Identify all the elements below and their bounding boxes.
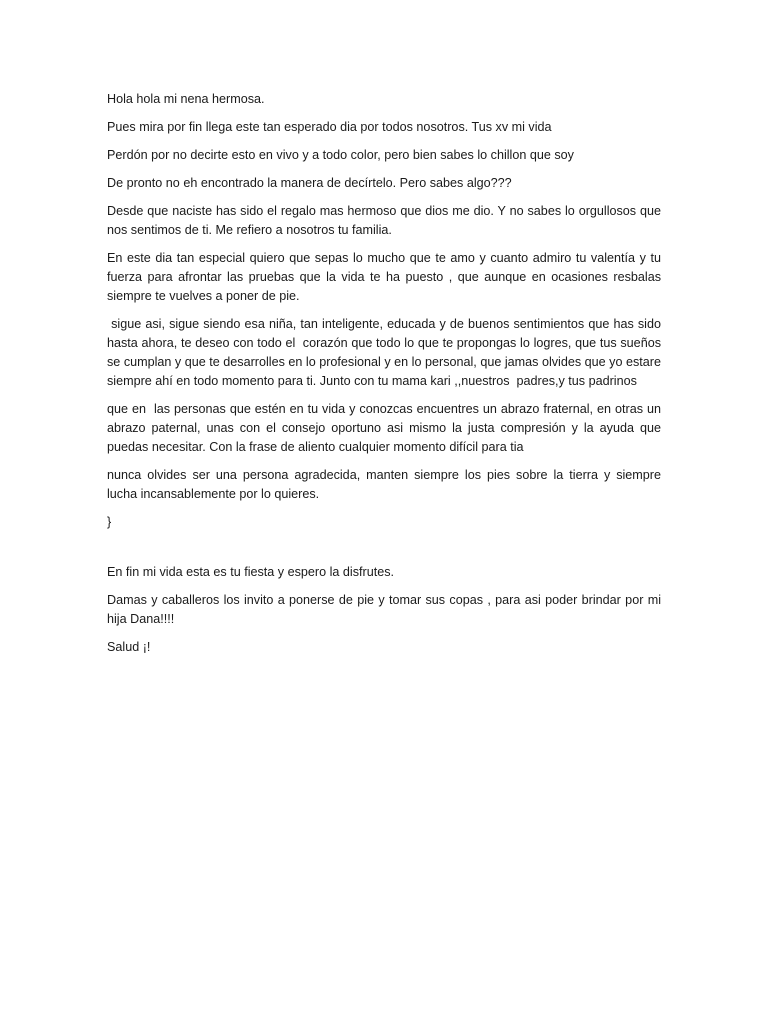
paragraph-brace: } [107, 515, 112, 529]
paragraph-xv: Pues mira por fin llega este tan esperado dia por todos nosotros. Tus xv mi vida [107, 120, 552, 134]
paragraph-brindis: Damas y caballeros los invito a ponerse de pie y tomar sus copas , para asi poder brindar por mi hija Dana!!!! [107, 593, 665, 626]
paragraph-perdon: Perdón por no decirte esto en vivo y a todo color, pero bien sabes lo chillon que soy [107, 148, 574, 162]
paragraph-nunca-olvides: nunca olvides ser una persona agradecida, manten siempre los pies sobre la tierra y siempre lucha incansablemente por lo quieres. [107, 468, 668, 501]
paragraph-sigue-asi: sigue asi, sigue siendo esa niña, tan inteligente, educada y de buenos sentimientos que has sido hasta ahora, te deseo con todo el corazón que todo lo que te propongas lo logres, que tus sueños se cumplan y que te desarrolles en lo profesional y en lo personal, que jamas olvides que yo estare siempre ahí en todo momento para ti. Junto con tu mama kari ,,nuestros padres,y tus padrinos [107, 317, 665, 388]
paragraph-desde-que-naciste: Desde que naciste has sido el regalo mas hermoso que dios me dio. Y no sabes lo orgullosos que nos sentimos de ti. Me refiero a nosotros tu familia. [107, 204, 665, 237]
paragraph-en-fin: En fin mi vida esta es tu fiesta y espero la disfrutes. [107, 565, 394, 579]
blank-line [107, 541, 661, 563]
paragraph-dia-especial: En este dia tan especial quiero que sepas lo mucho que te amo y cuanto admiro tu valentía y tu fuerza para afrontar las pruebas que la vida te ha puesto , que aunque en ocasiones resbalas siempre te vuelves a poner de pie. [107, 251, 665, 303]
paragraph-greeting: Hola hola mi nena hermosa. [107, 92, 265, 106]
paragraph-que-en: que en las personas que estén en tu vida y conozcas encuentres un abrazo fraternal, en otras un abrazo paternal, unas con el consejo oportuno asi mismo la justa compresión y la ayuda que puedas necesitar. Con la frase de aliento cualquier momento difícil para tia [107, 402, 665, 454]
paragraph-de-pronto: De pronto no eh encontrado la manera de decírtelo. Pero sabes algo??? [107, 176, 512, 190]
paragraph-salud: Salud ¡! [107, 640, 151, 654]
letter-body [107, 90, 668, 666]
